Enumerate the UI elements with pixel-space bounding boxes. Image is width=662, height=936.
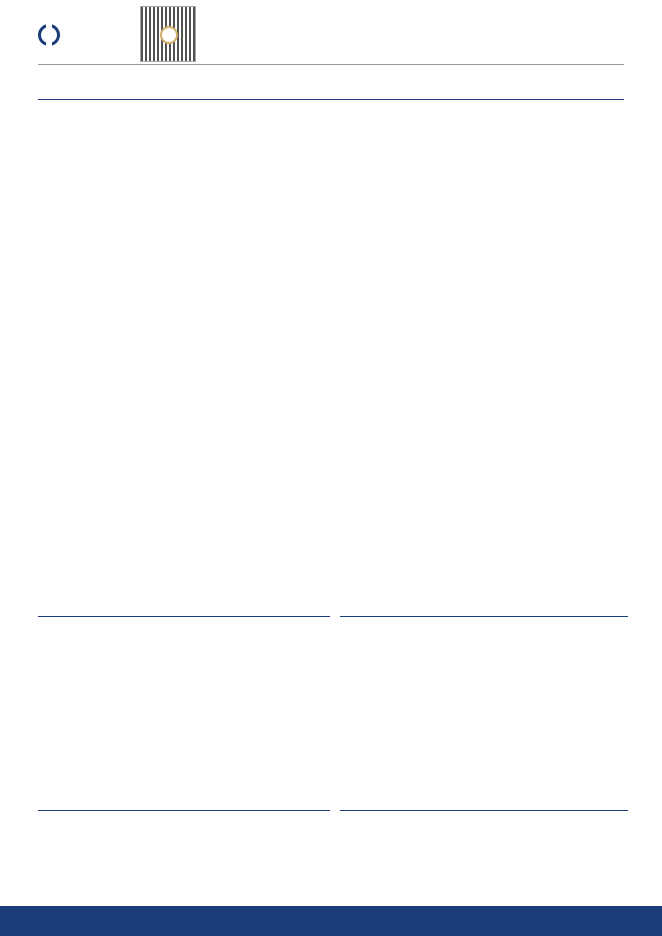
logo-mark-icon (38, 24, 60, 46)
lower-text (38, 819, 628, 821)
qr-code-icon[interactable] (140, 6, 196, 62)
figure2-rule (340, 616, 628, 617)
bar-chart (38, 622, 330, 794)
page-footer (0, 906, 662, 936)
section-divider (38, 99, 624, 100)
header-divider (38, 64, 624, 65)
figure1-rule (38, 616, 330, 617)
company-logo (38, 24, 64, 46)
page-header (0, 0, 662, 68)
source2-rule (340, 810, 628, 811)
figure-titles (38, 601, 628, 615)
source1-rule (38, 810, 330, 811)
